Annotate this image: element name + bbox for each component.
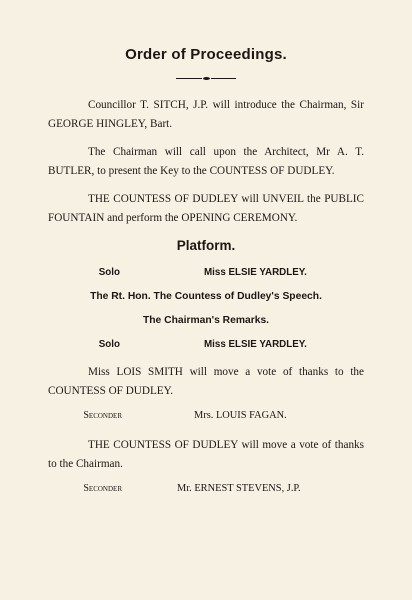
seconder-name: Mrs. LOUIS FAGAN.	[194, 410, 287, 421]
page-title: Order of Proceedings.	[125, 46, 287, 63]
programme-role: Solo	[98, 267, 120, 278]
seconder-row	[0, 410, 412, 421]
vote-of-thanks-paragraph: THE COUNTESS OF DUDLEY will move a vote of thanks to the Chairman.	[48, 439, 364, 470]
programme-item-speech: The Rt. Hon. The Countess of Dudley's Speech.	[90, 291, 322, 302]
key-presentation-paragraph: The Chairman will call upon the Architect, Mr A. T. BUTLER, to present the Key to the COUNTESS OF DUDLEY.	[48, 146, 364, 177]
seconder-label: Seconder	[83, 483, 122, 494]
vote-of-thanks-paragraph: Miss LOIS SMITH will move a vote of thanks to the COUNTESS OF DUDLEY.	[48, 366, 364, 397]
programme-item-remarks: The Chairman's Remarks.	[142, 315, 270, 326]
programme-performer: Miss ELSIE YARDLEY.	[204, 339, 307, 350]
platform-heading: Platform.	[176, 238, 236, 253]
programme-item	[0, 339, 412, 350]
unveiling-paragraph: THE COUNTESS OF DUDLEY will UNVEIL the PUBLIC FOUNTAIN and perform the OPENING CEREMONY.	[48, 193, 364, 224]
seconder-row	[0, 483, 412, 494]
seconder-name: Mr. ERNEST STEVENS, J.P.	[177, 483, 301, 494]
ornamental-rule	[176, 76, 236, 80]
programme-performer: Miss ELSIE YARDLEY.	[204, 267, 307, 278]
seconder-label: Seconder	[83, 410, 122, 421]
programme-role: Solo	[98, 339, 120, 350]
intro-paragraph: Councillor T. SITCH, J.P. will introduce the Chairman, Sir GEORGE HINGLEY, Bart.	[48, 99, 364, 130]
programme-item	[0, 267, 412, 278]
